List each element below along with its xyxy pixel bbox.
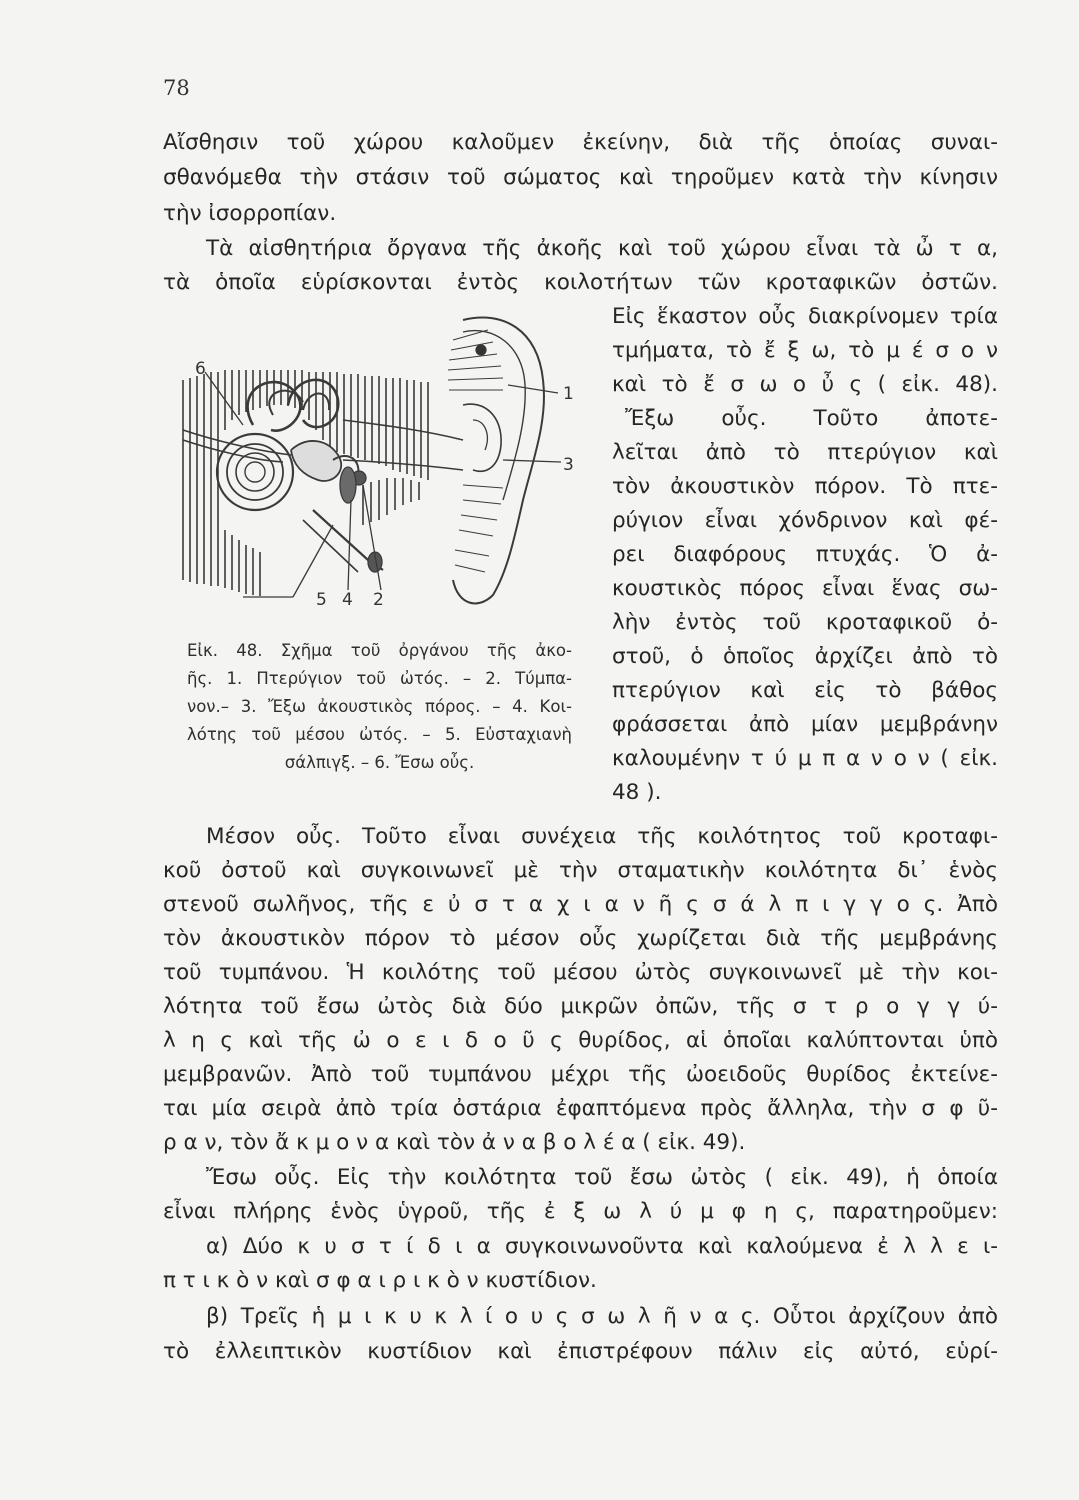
para3-line-6: λότητα τοῦ ἔσω ὠτὸς διὰ δύο μικρῶν ὀπῶν, τῆς σ τ ρ ο γ γ ύ-	[163, 994, 998, 1019]
para3-line-3: στενοῦ σωλῆνος, τῆς ε ὐ σ τ α χ ι α ν ῆ ς σ ά λ π ι γ γ ο ς. Ἀπὸ	[163, 892, 998, 917]
para3-line-10: ρ α ν, τὸν ἄ κ μ ο ν α καὶ τὸν ἀ ν α β ο λ έ α ( εἰκ. 49).	[163, 1130, 746, 1155]
column-line-15: 48 ).	[612, 780, 662, 805]
figure-label-3: 3	[563, 455, 574, 475]
column-line-5: λεῖται ἀπὸ τὸ πτερύγιον καὶ	[612, 440, 998, 465]
column-line-6: τὸν ἀκουστικὸν πόρον. Τὸ πτε-	[612, 474, 998, 499]
para4-line-5: β) Τρεῖς ἡ μ ι κ υ κ λ ί ο υ ς σ ω λ ῆ ν α ς. Οὗτοι ἀρχίζουν ἀπὸ	[206, 1304, 998, 1329]
para1-line-2: σθανόμεθα τὴν στάσιν τοῦ σώματος καὶ τηροῦμεν κατὰ τὴν κίνησιν	[163, 165, 998, 190]
column-line-1: Εἰς ἕκαστον οὖς διακρίνομεν τρία	[612, 304, 998, 329]
para2-line-1: Τὰ αἰσθητήρια ὄργανα τῆς ἀκοῆς καὶ τοῦ χώρου εἶναι τὰ ὦ τ α,	[206, 236, 998, 261]
column-line-7: ρύγιον εἶναι χόνδρινον καὶ φέ-	[612, 508, 998, 533]
figure-label-4: 4	[342, 590, 353, 610]
para1-line-3: τὴν ἰσορροπίαν.	[163, 201, 337, 226]
para4-line-6: τὸ ἐλλειπτικὸν κυστίδιον καὶ ἐπιστρέφουν πάλιν εἰς αὐτό, εὑρί-	[163, 1339, 998, 1364]
para3-line-8: μεμβρανῶν. Ἀπὸ τοῦ τυμπάνου μέχρι τῆς ὠοειδοῦς θυρίδος ἐκτείνε-	[163, 1062, 998, 1087]
para4-line-3: α) Δύο κ υ σ τ ί δ ι α συγκοινωνοῦντα καὶ καλούμενα ἐ λ λ ε ι-	[206, 1234, 998, 1259]
para3-line-9: ται μία σειρὰ ἀπὸ τρία ὀστάρια ἐφαπτόμενα πρὸς ἄλληλα, τὴν σ φ ῦ-	[163, 1096, 998, 1121]
column-line-4: Ἔξω οὖς. Τοῦτο ἀποτε-	[625, 406, 998, 431]
column-line-2: τμήματα, τὸ ἔ ξ ω, τὸ μ έ σ ο ν	[612, 338, 998, 363]
column-line-11: στοῦ, ὁ ὁποῖος ἀρχίζει ἀπὸ τὸ	[612, 644, 998, 669]
column-line-13: φράσσεται ἀπὸ μίαν μεμβράνην	[612, 712, 998, 737]
para4-line-2: εἶναι πλήρης ἑνὸς ὑγροῦ, τῆς ἐ ξ ω λ ύ μ φ η ς, παρατηροῦμεν:	[163, 1199, 998, 1224]
column-line-8: ρει διαφόρους πτυχάς. Ὁ ἀ-	[612, 542, 998, 567]
figure-label-5: 5	[316, 590, 327, 610]
figure-caption-line-3: νον.– 3. Ἔξω ἀκουστικὸς πόρος. – 4. Κοι-	[187, 697, 572, 716]
figure-label-6: 6	[195, 359, 206, 379]
column-line-12: πτερύγιον καὶ εἰς τὸ βάθος	[612, 678, 998, 703]
figure-caption-line-1: Εἰκ. 48. Σχῆμα τοῦ ὀργάνου τῆς ἀκο-	[187, 641, 572, 660]
column-line-14: καλουμένην τ ύ μ π α ν ο ν ( εἰκ.	[612, 746, 998, 771]
column-line-10: λὴν ἐντὸς τοῦ κροταφικοῦ ὀ-	[612, 610, 998, 635]
page-number: 78	[163, 76, 190, 100]
para3-line-4: τὸν ἀκουστικὸν πόρον τὸ μέσον οὖς χωρίζεται διὰ τῆς μεμβράνης	[163, 926, 998, 951]
para3-line-1: Μέσον οὖς. Τοῦτο εἶναι συνέχεια τῆς κοιλότητος τοῦ κροταφι-	[206, 824, 998, 849]
figure-caption-line-4: λότης τοῦ μέσου ὠτός. – 5. Εὐσταχιανὴ	[187, 725, 572, 744]
column-line-9: κουστικὸς πόρος εἶναι ἕνας σω-	[612, 576, 998, 601]
para3-line-7: λ η ς καὶ τῆς ὠ ο ε ι δ ο ῦ ς θυρίδος, αἱ ὁποῖαι καλύπτονται ὑπὸ	[163, 1028, 998, 1053]
figure-caption-line-5: σάλπιγξ. – 6. Ἔσω οὖς.	[284, 753, 475, 772]
figure-label-1: 1	[563, 384, 574, 404]
para4-line-4: π τ ι κ ὸ ν καὶ σ φ α ι ρ ι κ ὸ ν κυστίδιον.	[163, 1268, 597, 1293]
para3-line-5: τοῦ τυμπάνου. Ἡ κοιλότης τοῦ μέσου ὠτὸς συγκοινωνεῖ μὲ τὴν κοι-	[163, 960, 998, 985]
para1-line-1: Αἴσθησιν τοῦ χώρου καλοῦμεν ἐκείνην, διὰ τῆς ὁποίας συναι-	[163, 130, 998, 155]
para4-line-1: Ἔσω οὖς. Εἰς τὴν κοιλότητα τοῦ ἔσω ὠτὸς ( εἰκ. 49), ἡ ὁποία	[206, 1165, 998, 1190]
para2-line-2: τὰ ὁποῖα εὑρίσκονται ἐντὸς κοιλοτήτων τῶν κροταφικῶν ὀστῶν.	[163, 270, 998, 295]
figure-label-2: 2	[373, 590, 384, 610]
column-line-3: καὶ τὸ ἔ σ ω ο ὖ ς ( εἰκ. 48).	[612, 372, 998, 397]
figure-caption-line-2: ῆς. 1. Πτερύγιον τοῦ ὠτός. – 2. Τύμπα-	[187, 669, 572, 688]
para3-line-2: κοῦ ὀστοῦ καὶ συγκοινωνεῖ μὲ τὴν σταματικὴν κοιλότητα δι᾿ ἑνὸς	[163, 858, 998, 883]
ear-anatomy-figure	[163, 310, 593, 635]
